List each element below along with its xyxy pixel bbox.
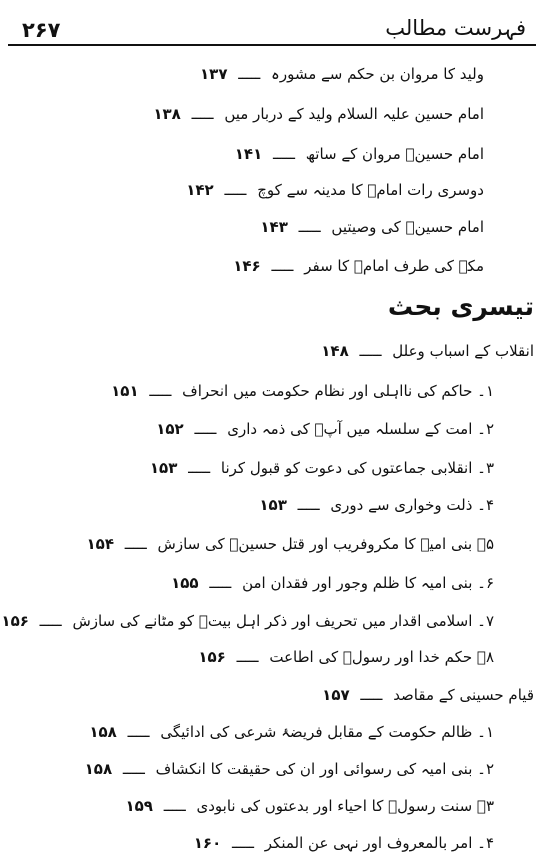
entry-page: ۱۵۳ (259, 496, 287, 514)
entry-page: ۱۶۰ (193, 834, 222, 852)
leader-dash: ـــــ (209, 574, 232, 592)
entry-page: ۱۵۲ (156, 420, 184, 438)
leader-dash: ـــــ (191, 105, 214, 123)
leader-dash: ـــــ (224, 181, 247, 199)
entry-page: ۱۴۸ (321, 342, 349, 360)
entry-page: ۱۵۷ (322, 686, 350, 704)
section-heading: تیسری بحث (387, 292, 534, 321)
toc-entry (198, 646, 494, 668)
toc-entry (153, 103, 484, 125)
toc-entry (89, 721, 494, 743)
subsection-entry (321, 340, 534, 362)
entry-title: ۷۔ اسلامی اقدار میں تحریف اور ذکر اہل بیتؑ کو مٹانے کی سازش (72, 612, 494, 630)
entry-page: ۱۴۳ (260, 218, 288, 236)
leader-dash: ـــــ (298, 218, 321, 236)
entry-page: ۱۵۵ (171, 574, 199, 592)
entry-title: ۱۔ حاکم کی نااہلی اور نظام حکومت میں انحراف (182, 382, 494, 400)
entry-title: امام حسینؑ مروان کے ساتھ (305, 145, 484, 163)
entry-page: ۱۳۸ (153, 105, 181, 123)
page-header (8, 8, 536, 46)
entry-title: امام حسین علیہ السلام ولید کے دربار میں (224, 105, 484, 123)
leader-dash: ـــــ (297, 496, 320, 514)
entry-page: ۱۴۲ (186, 181, 214, 199)
toc-entry (194, 832, 494, 854)
entry-page: ۱۵۶ (198, 648, 226, 666)
toc-entry (87, 533, 494, 555)
entry-title: ۸۔ حکم خدا اور رسولؐ کی اطاعت (269, 648, 494, 666)
toc-entry (233, 255, 484, 277)
entry-title: ۴۔ ذلت وخواری سے دوری (330, 496, 494, 514)
entry-title: ۵۔ بنی امیہ کا مکروفریب اور قتل حسینؑ کی سازش (157, 535, 494, 553)
toc-entry (200, 63, 484, 85)
entry-title: دوسری رات امامؑ کا مدینہ سے کوچ (257, 181, 484, 199)
page-number: ۲۶۷ (22, 18, 61, 42)
toc-entry (259, 494, 494, 516)
entry-title: ۴۔ امر بالمعروف اور نہی عن المنکر (264, 834, 494, 852)
entry-title: ۳۔ سنت رسولؐ کا احیاء اور بدعتوں کی نابودی (196, 797, 494, 815)
leader-dash: ـــــ (232, 834, 254, 852)
entry-title: ولید کا مروان بن حکم سے مشورہ (271, 65, 484, 83)
leader-dash: ـــــ (122, 760, 145, 778)
entry-title: ۲۔ امت کے سلسلہ میں آپؑ کی ذمہ داری (227, 420, 494, 438)
running-title: فہرست مطالب (385, 16, 526, 40)
leader-dash: ـــــ (360, 686, 383, 704)
toc-entry (1, 610, 494, 632)
leader-dash: ـــــ (188, 459, 211, 477)
toc-entry (260, 216, 484, 238)
leader-dash: ـــــ (236, 648, 259, 666)
leader-dash: ـــــ (194, 420, 217, 438)
entry-page: ۱۵۴ (86, 535, 114, 553)
leader-dash: ـــــ (127, 723, 150, 741)
entry-page: ۱۵۹ (125, 797, 153, 815)
toc-entry (111, 380, 494, 402)
leader-dash: ـــــ (359, 342, 382, 360)
entry-page: ۱۵۶ (1, 612, 29, 630)
toc-entry (235, 143, 484, 165)
entry-title: مکہ کی طرف امامؑ کا سفر (304, 257, 484, 275)
entry-page: ۱۳۷ (200, 65, 228, 83)
toc-entry (85, 758, 494, 780)
leader-dash: ـــــ (238, 65, 261, 83)
leader-dash: ـــــ (149, 382, 172, 400)
entry-page: ۱۵۸ (84, 760, 113, 778)
entry-title: ۱۔ ظالم حکومت کے مقابل فریضۂ شرعی کی ادائیگی (160, 723, 494, 741)
leader-dash: ـــــ (39, 612, 62, 630)
entry-title: ۶۔ بنی امیہ کا ظلم وجور اور فقدان امن (242, 574, 494, 592)
entry-title: ۳۔ انقلابی جماعتوں کی دعوت کو قبول کرنا (220, 459, 494, 477)
entry-page: ۱۵۱ (111, 382, 139, 400)
leader-dash: ـــــ (273, 145, 296, 163)
entry-page: ۱۵۳ (149, 459, 178, 477)
toc-entry (186, 179, 484, 201)
subsection-entry (322, 684, 534, 706)
entry-title: ۲۔ بنی امیہ کی رسوائی اور ان کی حقیقت کا انکشاف (155, 760, 494, 778)
leader-dash: ـــــ (271, 257, 294, 275)
toc-entry (156, 418, 494, 440)
toc-entry (171, 572, 494, 594)
toc-entry (126, 795, 495, 817)
entry-page: ۱۴۱ (234, 145, 263, 163)
entry-page: ۱۵۸ (89, 723, 117, 741)
entry-title: انقلاب کے اسباب وعلل (392, 342, 534, 360)
leader-dash: ـــــ (163, 797, 186, 815)
entry-title: امام حسینؑ کی وصیتیں (331, 218, 484, 236)
toc-entry (150, 457, 494, 479)
entry-page: ۱۴۶ (233, 257, 261, 275)
leader-dash: ـــــ (124, 535, 147, 553)
entry-title: قیام حسینی کے مقاصد (393, 686, 534, 704)
